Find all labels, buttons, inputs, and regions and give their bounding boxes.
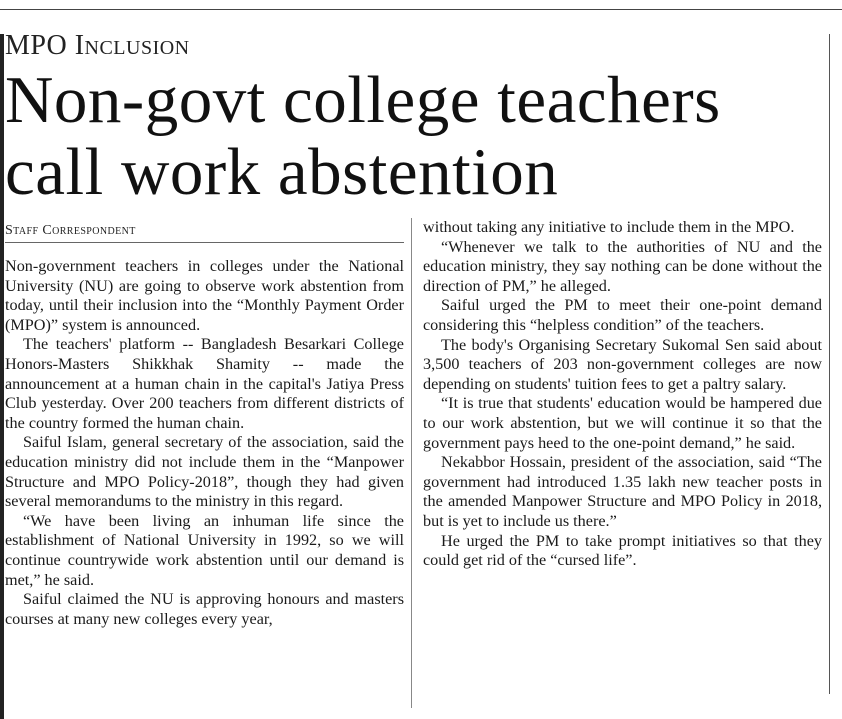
byline-rule — [5, 242, 404, 243]
right-column — [423, 218, 822, 571]
left-column — [5, 257, 404, 629]
paragraph: Saiful urged the PM to meet their one-point demand considering this “helpless condition” of the teachers. — [423, 296, 822, 334]
headline-line-2: call work abstention — [5, 135, 559, 209]
kicker: MPO Inclusion — [5, 30, 190, 61]
left-margin-bar — [0, 34, 4, 719]
paragraph: The teachers' platform -- Bangladesh Besarkari College Honors-Masters Shikkhak Shamity -- made the announcement at a human chain in the capital's Jatiya Press Club yesterday. Over 200 teachers from different districts of the country formed the human chain. — [5, 335, 404, 432]
paragraph: Saiful claimed the NU is approving honours and masters courses at many new colleges every year, — [5, 590, 404, 628]
paragraph: Non-government teachers in colleges under the National University (NU) are going to observe work abstention from today, until their inclusion into the “Monthly Payment Order (MPO)” system is announced. — [5, 257, 404, 334]
paragraph: “We have been living an inhuman life since the establishment of National University in 1992, so we will continue countrywide work abstention until our demand is met,” he said. — [5, 511, 404, 589]
paragraph: Nekabbor Hossain, president of the association, said “The government had introduced 1.35 lakh new teacher posts in the amended Manpower Structure and MPO Policy in 2018, but is yet to include us there.” — [423, 453, 822, 530]
headline — [5, 64, 835, 208]
top-rule — [0, 9, 842, 10]
paragraph-continuation: without taking any initiative to include them in the MPO. — [423, 218, 795, 236]
paragraph: Saiful Islam, general secretary of the association, said the education ministry did not include them in the “Manpower Structure and MPO Policy-2018”, though they had given several memorandums to the ministry in this regard. — [5, 433, 404, 511]
paragraph: “Whenever we talk to the authorities of NU and the education ministry, they say nothing can be done without the direction of PM,” he alleged. — [423, 237, 822, 295]
byline: Staff Correspondent — [5, 223, 136, 238]
paragraph: “It is true that students' education would be hampered due to our work abstention, but we will continue it so that the government pays heed to the one-point demand,” he said. — [423, 394, 822, 452]
headline-line-1: Non-govt college teachers — [5, 63, 721, 137]
column-divider — [411, 218, 412, 708]
paragraph: The body's Organising Secretary Sukomal Sen said about 3,500 teachers of 203 non-government colleges are now depending on students' tuition fees to get a paltry salary. — [423, 335, 822, 393]
paragraph: He urged the PM to take prompt initiatives so that they could get rid of the “cursed life”. — [423, 531, 822, 570]
